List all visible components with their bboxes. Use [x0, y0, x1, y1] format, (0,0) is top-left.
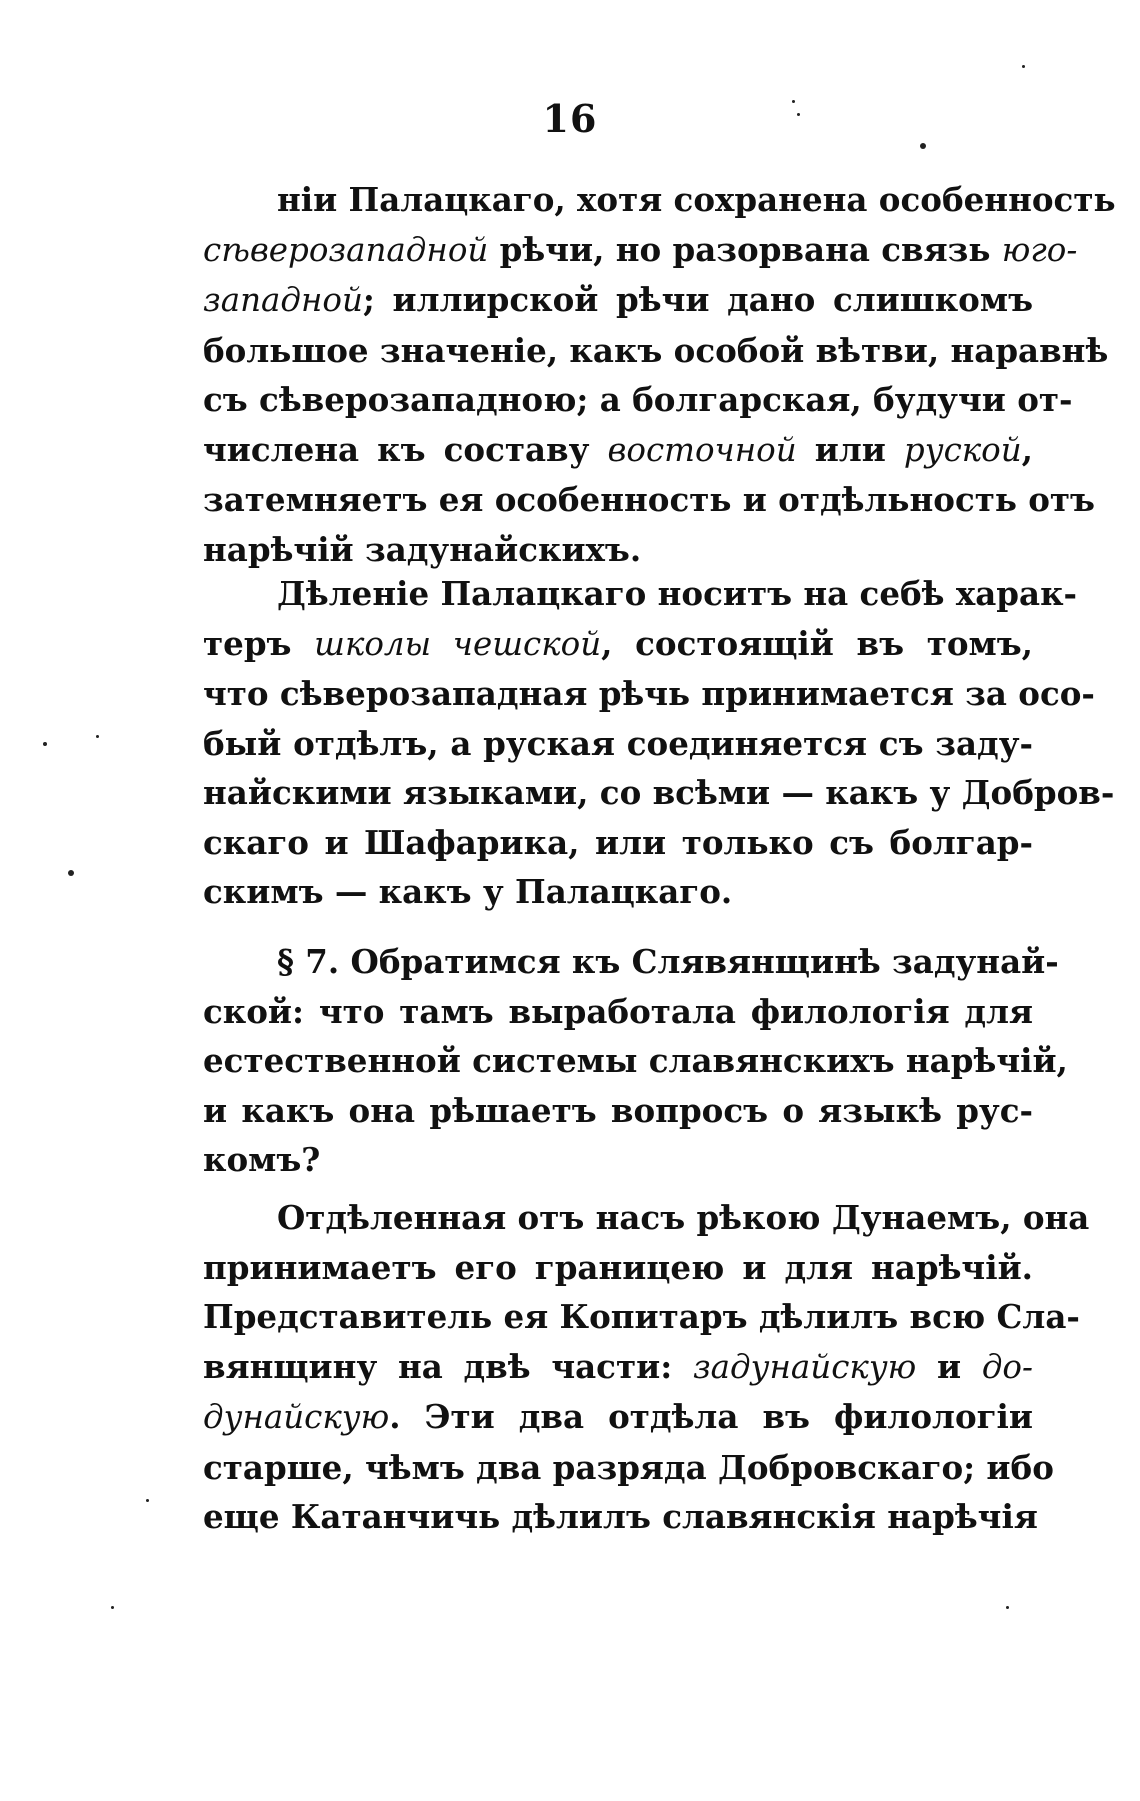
text-segment: теръ — [203, 623, 315, 663]
text-line — [203, 475, 1095, 525]
text-segment: рѣчи, но разорвана связь — [488, 229, 1002, 269]
text-segment: Дѣленіе Палацкаго носитъ на себѣ харак- — [277, 574, 1078, 613]
scan-speck — [1022, 65, 1025, 68]
text-segment: большое значеніе, какъ особой вѣтви, наравнѣ — [203, 330, 1109, 370]
text-line — [203, 867, 1033, 917]
italic-text: задунайскую — [692, 1347, 917, 1386]
scan-speck — [111, 1606, 114, 1609]
paragraph-1 — [203, 175, 1116, 574]
text-segment: . Эти два отдѣла въ филологіи — [389, 1397, 1033, 1436]
italic-text: юго- — [1001, 230, 1078, 269]
text-line — [203, 375, 1073, 425]
text-line — [203, 1443, 1054, 1493]
paragraph-3 — [203, 937, 1068, 1185]
text-segment: естественной системы славянскихъ нарѣчій, — [203, 1041, 1068, 1080]
italic-text: восточной — [607, 430, 797, 469]
text-line — [203, 719, 1033, 769]
text-segment: и какъ она рѣшаетъ вопросъ о языкѣ рус- — [203, 1090, 1033, 1130]
text-segment: скаго и Шафарика, или только съ болгар- — [203, 822, 1033, 862]
scan-speck — [146, 1499, 149, 1502]
text-segment: что сѣверозападная рѣчь принимается за осо- — [203, 674, 1095, 713]
text-line — [203, 1342, 1033, 1393]
text-line — [203, 818, 1033, 868]
text-segment: и — [916, 1346, 982, 1386]
text-segment: старше, чѣмъ два разряда Добровскаго; ибо — [203, 1447, 1054, 1487]
paragraph-2 — [203, 569, 1115, 917]
text-segment: съ сѣверозападною; а болгарская, будучи от- — [203, 380, 1073, 419]
page-number: 16 — [542, 96, 598, 141]
text-line — [203, 1135, 1033, 1185]
text-segment: бый отдѣлъ, а руская соединяется съ заду- — [203, 723, 1033, 763]
text-line — [203, 1392, 1033, 1443]
text-segment: нарѣчій задунайскихъ. — [203, 529, 642, 569]
text-line — [203, 987, 1033, 1037]
scan-speck — [792, 100, 795, 103]
text-segment: Представитель ея Копитаръ дѣлилъ всю Сла- — [203, 1297, 1080, 1336]
text-line — [203, 937, 1059, 987]
text-line — [203, 768, 1115, 818]
scan-speck — [43, 742, 47, 746]
text-line — [203, 1086, 1033, 1136]
text-segment: ской: что тамъ выработала филологія для — [203, 991, 1033, 1031]
text-segment: , состоящій въ томъ, — [601, 623, 1033, 663]
text-segment: , — [1021, 429, 1033, 469]
text-segment: числена къ составу — [203, 429, 608, 469]
italic-text: школы чешской — [314, 624, 602, 663]
text-line — [203, 525, 1033, 575]
text-line — [203, 326, 1109, 376]
text-segment: комъ? — [203, 1140, 321, 1179]
italic-text: до- — [981, 1347, 1033, 1386]
italic-text: дунайскую — [203, 1398, 390, 1436]
italic-text: руской — [903, 430, 1022, 469]
text-segment: вянщину на двѣ части: — [203, 1346, 693, 1386]
text-line — [203, 669, 1095, 719]
text-line — [203, 569, 1078, 619]
text-segment: ; иллирской рѣчи дано слишкомъ — [362, 280, 1033, 319]
text-line — [203, 1193, 1090, 1243]
scan-speck — [68, 870, 74, 876]
scan-speck — [920, 143, 926, 149]
text-segment: найскими языками, со всѣми — какъ у Добров- — [203, 773, 1115, 812]
text-segment: принимаетъ его границею и для нарѣчій. — [203, 1247, 1033, 1287]
text-line — [203, 1036, 1068, 1086]
text-line — [203, 175, 1116, 225]
text-line — [203, 225, 1078, 276]
scan-speck — [797, 113, 800, 116]
text-line — [203, 1292, 1080, 1342]
text-line — [203, 275, 1033, 326]
text-segment: скимъ — какъ у Палацкаго. — [203, 872, 733, 911]
text-segment: § 7. Обратимся къ Слявянщинѣ задунай- — [277, 942, 1059, 981]
text-line — [203, 1243, 1033, 1293]
text-segment: Отдѣленная отъ насъ рѣкою Дунаемъ, она — [277, 1198, 1090, 1237]
text-segment: затемняетъ ея особенность и отдѣльность отъ — [203, 480, 1095, 519]
scan-speck — [96, 735, 99, 738]
scan-speck — [1006, 1606, 1009, 1609]
text-segment: еще Катанчичь дѣлилъ славянскія нарѣчія — [203, 1497, 1038, 1536]
paragraph-4 — [203, 1193, 1090, 1542]
italic-text: сѣверозападной — [203, 230, 489, 269]
text-line — [203, 425, 1033, 476]
text-line — [203, 1492, 1038, 1542]
text-segment: ніи Палацкаго, хотя сохранена особенность — [277, 180, 1116, 219]
italic-text: западной — [203, 281, 363, 319]
text-line — [203, 619, 1033, 670]
text-segment: или — [796, 429, 904, 469]
